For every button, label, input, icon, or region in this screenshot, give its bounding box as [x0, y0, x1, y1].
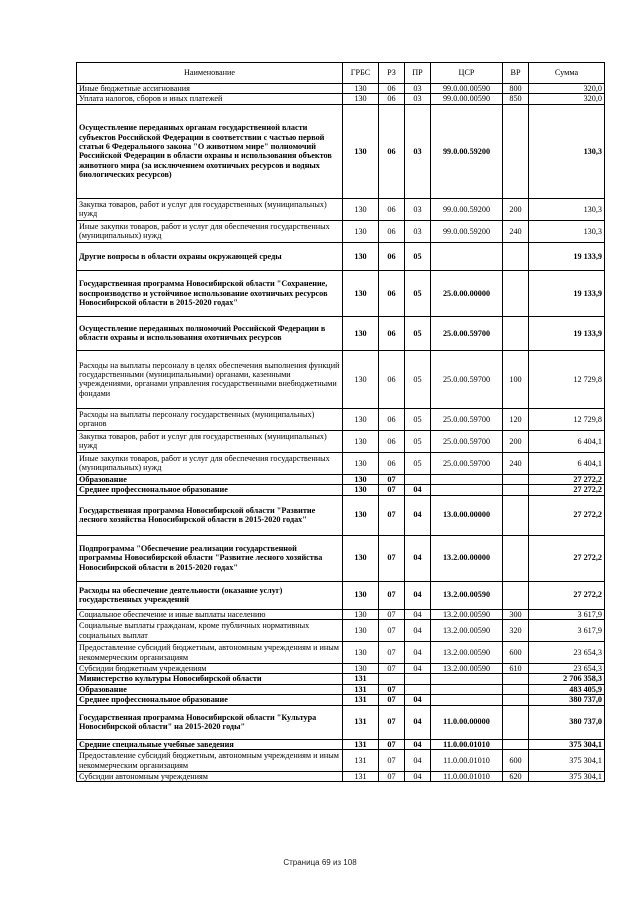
cell-name: Расходы на выплаты персоналу в целях обеспечения выполнения функций государственными (муниципальными) органами, казенными учреждениями, органами управления государственными внебюджетными фондами: [77, 350, 343, 408]
cell-name: Другие вопросы в области охраны окружающей среды: [77, 242, 343, 270]
table-row: [77, 350, 605, 408]
cell-vr: 300: [503, 609, 529, 619]
cell-name: Осуществление переданных органам государственной власти субъектов Российской Федерации в соответствии с частью первой статьи 6 Федерального закона "О животном мире" полномочий Российской Федерации в области охраны и использования объектов животного мира (за исключением охотничьих ресурсов и водных биологических ресурсов): [77, 104, 343, 198]
cell-pr: 04: [405, 772, 431, 782]
cell-csr: [431, 684, 503, 694]
cell-csr: 99.0.00.00590: [431, 84, 503, 94]
cell-pr: 04: [405, 642, 431, 664]
table-row: [77, 772, 605, 782]
cell-rz: 07: [379, 474, 405, 484]
cell-sum: 27 272,2: [529, 474, 605, 484]
cell-vr: 120: [503, 408, 529, 430]
cell-vr: 240: [503, 452, 529, 474]
table-row: [77, 705, 605, 739]
cell-csr: 11.0.00.00000: [431, 705, 503, 739]
cell-pr: 05: [405, 350, 431, 408]
cell-rz: 07: [379, 581, 405, 609]
cell-csr: 11.0.00.01010: [431, 750, 503, 772]
cell-vr: [503, 581, 529, 609]
cell-grbs: 130: [343, 242, 379, 270]
cell-csr: 11.0.00.01010: [431, 739, 503, 749]
cell-sum: 3 617,9: [529, 620, 605, 642]
cell-rz: 07: [379, 535, 405, 581]
cell-name: Иные закупки товаров, работ и услуг для обеспечения государственных (муниципальных) нужд: [77, 220, 343, 242]
cell-grbs: 130: [343, 94, 379, 104]
cell-name: Уплата налогов, сборов и иных платежей: [77, 94, 343, 104]
cell-name: Закупка товаров, работ и услуг для государственных (муниципальных) нужд: [77, 198, 343, 220]
cell-rz: 06: [379, 452, 405, 474]
cell-csr: 13.0.00.00000: [431, 495, 503, 535]
header-name: Наименование: [77, 63, 343, 84]
table-row: [77, 198, 605, 220]
cell-sum: 23 654,3: [529, 664, 605, 674]
cell-csr: [431, 674, 503, 684]
table-row: [77, 535, 605, 581]
cell-sum: 19 133,9: [529, 242, 605, 270]
cell-rz: 06: [379, 104, 405, 198]
cell-name: Субсидии бюджетным учреждениям: [77, 664, 343, 674]
header-pr: ПР: [405, 63, 431, 84]
table-row: [77, 750, 605, 772]
cell-rz: 07: [379, 642, 405, 664]
cell-csr: 13.2.00.00000: [431, 535, 503, 581]
cell-vr: 800: [503, 84, 529, 94]
cell-vr: 200: [503, 198, 529, 220]
cell-name: Расходы на обеспечение деятельности (оказание услуг) государственных учреждений: [77, 581, 343, 609]
cell-pr: 03: [405, 198, 431, 220]
cell-pr: 04: [405, 739, 431, 749]
cell-rz: 06: [379, 316, 405, 350]
cell-sum: 12 729,8: [529, 350, 605, 408]
table-row: [77, 242, 605, 270]
cell-grbs: 130: [343, 220, 379, 242]
cell-name: Государственная программа Новосибирской области "Сохранение, воспроизводство и устойчивое использование охотничьих ресурсов Новосибирской области в 2015-2020 годах": [77, 270, 343, 316]
cell-name: Социальные выплаты гражданам, кроме публичных нормативных социальных выплат: [77, 620, 343, 642]
cell-csr: [431, 485, 503, 495]
cell-csr: 99.0.00.59200: [431, 220, 503, 242]
cell-grbs: 131: [343, 739, 379, 749]
cell-vr: [503, 535, 529, 581]
table-row: [77, 674, 605, 684]
cell-sum: 23 654,3: [529, 642, 605, 664]
cell-vr: [503, 695, 529, 705]
budget-table: [76, 62, 605, 782]
table-row: [77, 220, 605, 242]
cell-sum: 320,0: [529, 84, 605, 94]
cell-rz: 06: [379, 220, 405, 242]
cell-grbs: 130: [343, 198, 379, 220]
cell-pr: 03: [405, 220, 431, 242]
table-header-row: [77, 63, 605, 84]
cell-grbs: 130: [343, 664, 379, 674]
cell-rz: 07: [379, 705, 405, 739]
cell-grbs: 131: [343, 772, 379, 782]
cell-rz: 07: [379, 485, 405, 495]
cell-grbs: 130: [343, 581, 379, 609]
table-row: [77, 684, 605, 694]
cell-csr: 25.0.00.00000: [431, 270, 503, 316]
cell-pr: [405, 684, 431, 694]
cell-sum: 483 405,9: [529, 684, 605, 694]
cell-grbs: 130: [343, 104, 379, 198]
cell-name: Среднее профессиональное образование: [77, 485, 343, 495]
cell-csr: 13.2.00.00590: [431, 581, 503, 609]
cell-pr: 04: [405, 495, 431, 535]
cell-csr: 25.0.00.59700: [431, 350, 503, 408]
cell-vr: [503, 104, 529, 198]
cell-grbs: 130: [343, 609, 379, 619]
cell-sum: 130,3: [529, 220, 605, 242]
cell-vr: [503, 739, 529, 749]
cell-name: Министерство культуры Новосибирской области: [77, 674, 343, 684]
cell-rz: 07: [379, 495, 405, 535]
cell-vr: 240: [503, 220, 529, 242]
cell-name: Государственная программа Новосибирской области "Культура Новосибирской области" на 2015-2020 годы": [77, 705, 343, 739]
cell-csr: [431, 695, 503, 705]
cell-pr: 04: [405, 695, 431, 705]
cell-vr: 320: [503, 620, 529, 642]
cell-rz: 06: [379, 270, 405, 316]
cell-vr: [503, 316, 529, 350]
table-row: [77, 84, 605, 94]
cell-rz: 07: [379, 739, 405, 749]
cell-name: Иные бюджетные ассигнования: [77, 84, 343, 94]
cell-sum: 130,3: [529, 198, 605, 220]
table-row: [77, 495, 605, 535]
cell-pr: 04: [405, 705, 431, 739]
table-body: [77, 84, 605, 782]
cell-name: Образование: [77, 684, 343, 694]
cell-sum: 2 706 358,3: [529, 674, 605, 684]
cell-vr: [503, 705, 529, 739]
cell-vr: [503, 485, 529, 495]
cell-sum: 3 617,9: [529, 609, 605, 619]
cell-rz: 06: [379, 350, 405, 408]
table-row: [77, 664, 605, 674]
cell-sum: 375 304,1: [529, 772, 605, 782]
table-row: [77, 695, 605, 705]
cell-grbs: 130: [343, 84, 379, 94]
cell-name: Иные закупки товаров, работ и услуг для обеспечения государственных (муниципальных) нужд: [77, 452, 343, 474]
cell-vr: 620: [503, 772, 529, 782]
cell-vr: [503, 474, 529, 484]
table-row: [77, 408, 605, 430]
cell-sum: 6 404,1: [529, 452, 605, 474]
cell-csr: 25.0.00.59700: [431, 408, 503, 430]
cell-pr: [405, 474, 431, 484]
cell-vr: [503, 495, 529, 535]
cell-csr: 13.2.00.00590: [431, 642, 503, 664]
cell-sum: 19 133,9: [529, 316, 605, 350]
table-row: [77, 485, 605, 495]
cell-vr: [503, 242, 529, 270]
cell-name: Предоставление субсидий бюджетным, автономным учреждениям и иным некоммерческим организациям: [77, 642, 343, 664]
cell-rz: 06: [379, 94, 405, 104]
cell-rz: 06: [379, 242, 405, 270]
cell-grbs: 131: [343, 705, 379, 739]
cell-grbs: 130: [343, 474, 379, 484]
cell-grbs: 130: [343, 350, 379, 408]
cell-sum: 380 737,0: [529, 695, 605, 705]
cell-pr: 03: [405, 84, 431, 94]
cell-grbs: 130: [343, 495, 379, 535]
table-row: [77, 581, 605, 609]
cell-name: Предоставление субсидий бюджетным, автономным учреждениям и иным некоммерческим организациям: [77, 750, 343, 772]
table-row: [77, 452, 605, 474]
cell-rz: 07: [379, 664, 405, 674]
cell-grbs: 130: [343, 620, 379, 642]
cell-rz: 06: [379, 430, 405, 452]
cell-vr: [503, 684, 529, 694]
cell-sum: 27 272,2: [529, 495, 605, 535]
cell-csr: 25.0.00.59700: [431, 430, 503, 452]
cell-sum: 6 404,1: [529, 430, 605, 452]
cell-pr: 05: [405, 316, 431, 350]
cell-sum: 27 272,2: [529, 485, 605, 495]
header-vr: ВР: [503, 63, 529, 84]
cell-name: Образование: [77, 474, 343, 484]
cell-pr: 03: [405, 104, 431, 198]
cell-grbs: 130: [343, 270, 379, 316]
cell-pr: 04: [405, 581, 431, 609]
cell-vr: 600: [503, 642, 529, 664]
table-row: [77, 104, 605, 198]
cell-sum: 19 133,9: [529, 270, 605, 316]
page-footer: Страница 69 из 108: [283, 858, 357, 867]
cell-name: Субсидии автономным учреждениям: [77, 772, 343, 782]
table-row: [77, 316, 605, 350]
cell-name: Осуществление переданных полномочий Российской Федерации в области охраны и использования охотничьих ресурсов: [77, 316, 343, 350]
cell-sum: 375 304,1: [529, 750, 605, 772]
cell-name: Среднее профессиональное образование: [77, 695, 343, 705]
table-row: [77, 642, 605, 664]
header-sum: Сумма: [529, 63, 605, 84]
header-csr: ЦСР: [431, 63, 503, 84]
cell-grbs: 131: [343, 674, 379, 684]
cell-name: Государственная программа Новосибирской области "Развитие лесного хозяйства Новосибирской области в 2015-2020 годах": [77, 495, 343, 535]
cell-vr: 850: [503, 94, 529, 104]
cell-vr: 100: [503, 350, 529, 408]
table-row: [77, 94, 605, 104]
cell-csr: 13.2.00.00590: [431, 664, 503, 674]
cell-rz: 06: [379, 84, 405, 94]
cell-pr: 04: [405, 485, 431, 495]
cell-name: Социальное обеспечение и иные выплаты населению: [77, 609, 343, 619]
header-grbs: ГРБС: [343, 63, 379, 84]
cell-csr: 13.2.00.00590: [431, 620, 503, 642]
cell-grbs: 130: [343, 452, 379, 474]
cell-rz: 07: [379, 609, 405, 619]
cell-pr: 04: [405, 750, 431, 772]
table-row: [77, 739, 605, 749]
cell-csr: 99.0.00.00590: [431, 94, 503, 104]
cell-rz: 07: [379, 750, 405, 772]
cell-grbs: 131: [343, 695, 379, 705]
table-row: [77, 609, 605, 619]
cell-csr: 25.0.00.59700: [431, 452, 503, 474]
cell-vr: 600: [503, 750, 529, 772]
cell-sum: 320,0: [529, 94, 605, 104]
cell-name: Средние специальные учебные заведения: [77, 739, 343, 749]
cell-pr: 04: [405, 535, 431, 581]
cell-vr: 200: [503, 430, 529, 452]
cell-pr: 05: [405, 242, 431, 270]
cell-vr: 610: [503, 664, 529, 674]
cell-csr: 99.0.00.59200: [431, 104, 503, 198]
cell-pr: 03: [405, 94, 431, 104]
cell-sum: 375 304,1: [529, 739, 605, 749]
cell-grbs: 130: [343, 535, 379, 581]
cell-rz: [379, 674, 405, 684]
cell-pr: 05: [405, 452, 431, 474]
cell-grbs: 130: [343, 485, 379, 495]
header-rz: РЗ: [379, 63, 405, 84]
cell-pr: 04: [405, 664, 431, 674]
cell-csr: 13.2.00.00590: [431, 609, 503, 619]
cell-csr: [431, 474, 503, 484]
cell-vr: [503, 270, 529, 316]
cell-pr: 04: [405, 620, 431, 642]
cell-pr: [405, 674, 431, 684]
cell-sum: 130,3: [529, 104, 605, 198]
cell-rz: 07: [379, 695, 405, 705]
cell-sum: 27 272,2: [529, 535, 605, 581]
cell-sum: 27 272,2: [529, 581, 605, 609]
table-row: [77, 430, 605, 452]
cell-pr: 05: [405, 430, 431, 452]
cell-sum: 12 729,8: [529, 408, 605, 430]
cell-pr: 04: [405, 609, 431, 619]
cell-vr: [503, 674, 529, 684]
cell-grbs: 131: [343, 684, 379, 694]
cell-sum: 380 737,0: [529, 705, 605, 739]
cell-rz: 07: [379, 620, 405, 642]
cell-csr: 25.0.00.59700: [431, 316, 503, 350]
cell-pr: 05: [405, 270, 431, 316]
cell-csr: [431, 242, 503, 270]
cell-pr: 05: [405, 408, 431, 430]
cell-grbs: 130: [343, 316, 379, 350]
cell-name: Закупка товаров, работ и услуг для государственных (муниципальных) нужд: [77, 430, 343, 452]
table-row: [77, 474, 605, 484]
cell-rz: 06: [379, 198, 405, 220]
cell-grbs: 131: [343, 750, 379, 772]
cell-name: Расходы на выплаты персоналу государственных (муниципальных) органов: [77, 408, 343, 430]
cell-grbs: 130: [343, 642, 379, 664]
cell-name: Подпрограмма "Обеспечение реализации государственной программы Новосибирской области "Развитие лесного хозяйства Новосибирской области в 2015-2020 годах": [77, 535, 343, 581]
cell-csr: 11.0.00.01010: [431, 772, 503, 782]
cell-rz: 07: [379, 772, 405, 782]
cell-grbs: 130: [343, 430, 379, 452]
cell-csr: 99.0.00.59200: [431, 198, 503, 220]
cell-grbs: 130: [343, 408, 379, 430]
table-row: [77, 620, 605, 642]
cell-rz: 06: [379, 408, 405, 430]
cell-rz: 07: [379, 684, 405, 694]
table-row: [77, 270, 605, 316]
